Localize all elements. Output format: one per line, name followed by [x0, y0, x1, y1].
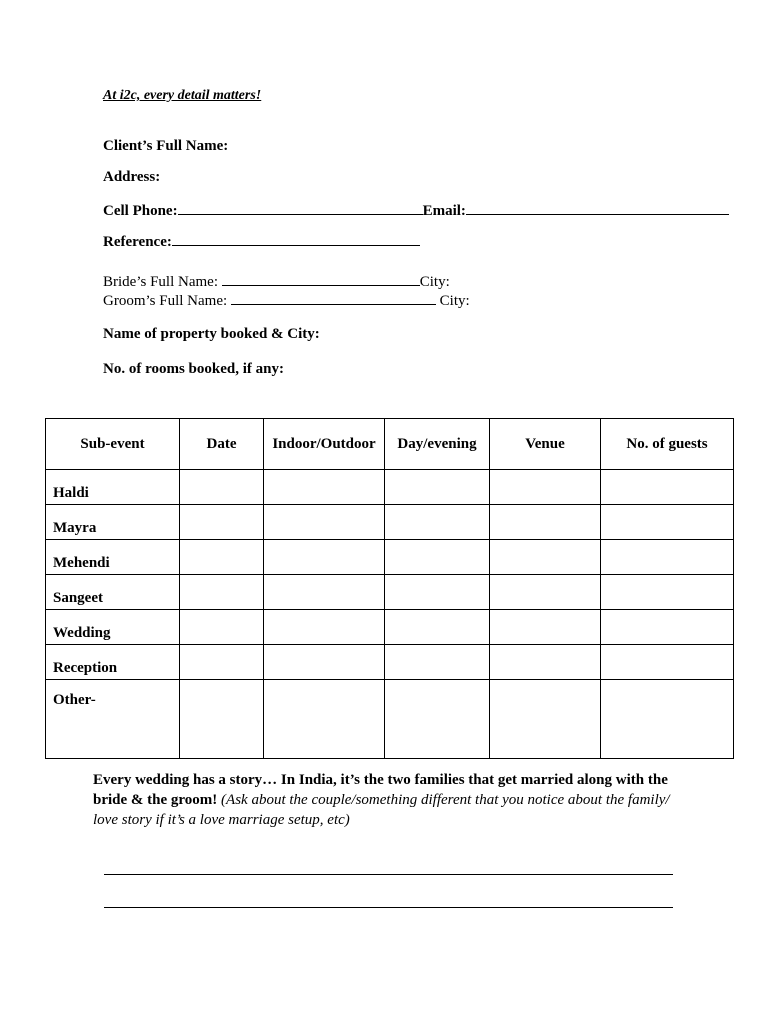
table-row — [46, 575, 734, 610]
table-cell[interactable] — [385, 470, 490, 505]
email-field[interactable] — [466, 200, 729, 215]
bride-city-label: City: — [419, 274, 450, 290]
table-cell[interactable] — [385, 680, 490, 759]
column-header: Date — [180, 419, 264, 470]
table-cell[interactable] — [180, 505, 264, 540]
cell-phone-row — [103, 200, 729, 220]
cell-phone-field[interactable] — [178, 200, 423, 215]
table-cell[interactable] — [601, 680, 734, 759]
sub-event-label: Reception — [46, 645, 180, 680]
column-header: Day/evening — [385, 419, 490, 470]
story-bold-text: Every wedding has a story… In India, it’s the two families that get married along with the bride & the groom! — [93, 772, 668, 808]
email-label: Email: — [422, 203, 466, 219]
table-cell[interactable] — [601, 575, 734, 610]
table-cell[interactable] — [601, 645, 734, 680]
reference-row — [103, 231, 420, 251]
table-cell[interactable] — [490, 470, 601, 505]
answer-line[interactable] — [104, 874, 673, 875]
bride-name-field[interactable] — [222, 271, 420, 286]
table-cell[interactable] — [264, 610, 385, 645]
table-row — [46, 505, 734, 540]
table-cell[interactable] — [264, 680, 385, 759]
bride-row — [103, 271, 450, 291]
table-cell[interactable] — [180, 470, 264, 505]
table-cell[interactable] — [490, 645, 601, 680]
table-cell[interactable] — [180, 540, 264, 575]
table-cell[interactable] — [601, 610, 734, 645]
sub-event-label: Haldi — [46, 470, 180, 505]
table-cell[interactable] — [180, 575, 264, 610]
table-cell[interactable] — [490, 505, 601, 540]
column-header: Venue — [490, 419, 601, 470]
table-cell[interactable] — [490, 575, 601, 610]
sub-event-label: Other- — [46, 680, 180, 759]
groom-city-label: City: — [439, 293, 470, 309]
table-cell[interactable] — [601, 540, 734, 575]
sub-event-label: Mehendi — [46, 540, 180, 575]
table-cell[interactable] — [264, 645, 385, 680]
groom-name-field[interactable] — [231, 290, 436, 305]
column-header: Sub-event — [46, 419, 180, 470]
column-header: Indoor/Outdoor — [264, 419, 385, 470]
sub-event-label: Wedding — [46, 610, 180, 645]
sub-event-label: Mayra — [46, 505, 180, 540]
bride-name-label: Bride’s Full Name: — [103, 274, 218, 290]
story-italic-text: (Ask about the couple/something different that you notice about the family/ love story if it’s a love marriage setup, etc) — [93, 792, 670, 828]
sub-event-label: Sangeet — [46, 575, 180, 610]
table-cell[interactable] — [490, 680, 601, 759]
property-label: Name of property booked & City: — [103, 326, 320, 342]
groom-name-label: Groom’s Full Name: — [103, 293, 228, 309]
answer-line[interactable] — [104, 907, 673, 908]
table-cell[interactable] — [180, 610, 264, 645]
table-header-row — [46, 419, 734, 470]
table-cell[interactable] — [385, 645, 490, 680]
reference-field[interactable] — [172, 231, 420, 246]
table-row — [46, 645, 734, 680]
table-cell[interactable] — [601, 505, 734, 540]
reference-label: Reference: — [103, 234, 172, 250]
table-cell[interactable] — [490, 540, 601, 575]
table-cell[interactable] — [385, 540, 490, 575]
table-cell[interactable] — [601, 470, 734, 505]
groom-row — [103, 290, 470, 310]
table-cell[interactable] — [385, 505, 490, 540]
table-row — [46, 610, 734, 645]
table-row — [46, 680, 734, 759]
table-cell[interactable] — [385, 575, 490, 610]
table-cell[interactable] — [264, 540, 385, 575]
rooms-label: No. of rooms booked, if any: — [103, 361, 284, 377]
table-cell[interactable] — [264, 575, 385, 610]
client-name-label: Client’s Full Name: — [103, 138, 229, 154]
table-cell[interactable] — [180, 645, 264, 680]
cell-phone-label: Cell Phone: — [103, 203, 178, 219]
story-paragraph — [93, 770, 683, 830]
table-cell[interactable] — [490, 610, 601, 645]
address-label: Address: — [103, 169, 161, 185]
table-cell[interactable] — [385, 610, 490, 645]
tagline: At i2c, every detail matters! — [103, 88, 262, 103]
table-cell[interactable] — [264, 505, 385, 540]
table-row — [46, 540, 734, 575]
sub-events-table — [45, 418, 734, 759]
table-cell[interactable] — [264, 470, 385, 505]
column-header: No. of guests — [601, 419, 734, 470]
table-row — [46, 470, 734, 505]
table-cell[interactable] — [180, 680, 264, 759]
